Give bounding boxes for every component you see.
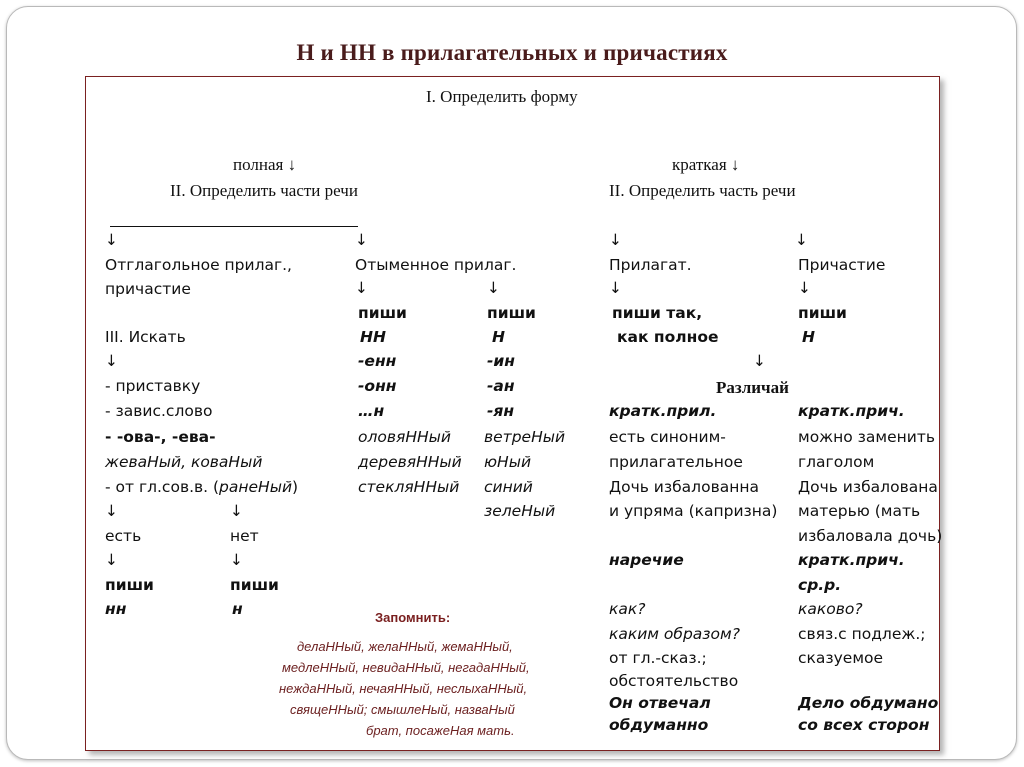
write-label: пиши [105, 576, 154, 594]
step3-heading: III. Искать [105, 328, 186, 346]
nn-result: НН [360, 328, 386, 346]
denominal-adj-label: Отыменное прилаг. [355, 256, 517, 274]
remember-line: медлеННый, невидаННый, негадаННый, [282, 660, 530, 675]
yes-label: есть [105, 527, 142, 545]
ova-suffix-rule: - -ова-, -ева- [105, 428, 216, 446]
close-paren: ) [292, 478, 299, 496]
arrow-down-icon: ↓ [798, 279, 811, 297]
example-yunyi: юНый [484, 453, 532, 471]
question-how-is: каково? [798, 600, 863, 618]
example-zhevanyi: жеваНый, коваНый [105, 453, 263, 471]
example-steklyannyi: стекляННый [358, 478, 460, 496]
step2-left-heading: II. Определить части речи [170, 181, 358, 200]
example-part-sentence: матерью (мать [798, 502, 921, 520]
perfective-verb-text: - от гл.сов.в. ( [105, 478, 220, 496]
as-full-label: как полное [617, 328, 719, 346]
step2-right-heading: II. Определить часть речи [609, 181, 796, 200]
slide-title: Н и НН в прилагательных и причастиях [296, 40, 728, 65]
branch-line [110, 226, 358, 227]
example-part-sentence: избаловала дочь) [798, 527, 943, 545]
adverb-heading: наречие [609, 551, 684, 569]
example-adj-sentence: и упряма (капризна) [609, 502, 778, 520]
remember-line: брат, посажеНая мать. [366, 723, 515, 738]
arrow-down-icon: ↓ [105, 551, 118, 569]
example-participle-sentence: со всех сторон [798, 716, 930, 734]
replace-text: можно заменить [798, 428, 936, 446]
remember-line: делаННый, желаННый, жемаННый, [297, 639, 513, 654]
arrow-down-icon: ↓ [105, 502, 118, 520]
suffix-yan: -ян [487, 402, 515, 420]
nn-lower-result: нн [105, 600, 127, 618]
participle-label: причастие [105, 280, 191, 298]
arrow-down-icon: ↓ [355, 279, 368, 297]
remember-line: свящеННый; смышлеНый, назваНый [290, 702, 515, 717]
write-label: пиши [230, 576, 279, 594]
link-subject-text: связ.с подлеж.; [798, 625, 926, 643]
short-participle-neuter-heading: ср.р. [798, 576, 842, 594]
short-adj-heading: кратк.прил. [609, 402, 717, 420]
distinguish-heading: Различай [716, 378, 789, 397]
verbal-adj-label: Отглагольное прилаг., [105, 256, 292, 274]
arrow-down-icon: ↓ [230, 551, 243, 569]
suffix-n: …н [358, 402, 385, 420]
synonym-text: есть синоним- [609, 428, 726, 446]
predicate-text: сказуемое [798, 649, 884, 667]
dependent-word-label: - завис.слово [105, 402, 213, 420]
perfective-verb-rule [105, 480, 298, 496]
arrow-down-icon: ↓ [609, 231, 622, 249]
short-participle-label: Причастие [798, 256, 886, 274]
write-label: пиши [798, 304, 847, 322]
from-verb-predicate: от гл.-сказ.; [609, 649, 707, 667]
example-zelenyi: зелеНый [484, 502, 556, 520]
arrow-down-icon: ↓ [753, 352, 766, 370]
prefix-label: - приставку [105, 377, 201, 395]
question-how: как? [609, 600, 646, 618]
step1-heading: I. Определить форму [426, 87, 578, 106]
n-result: Н [802, 328, 815, 346]
adverbial-text: обстоятельство [609, 672, 739, 690]
example-part-sentence: Дочь избалована [798, 478, 938, 496]
arrow-down-icon: ↓ [105, 352, 118, 370]
replace-text: глаголом [798, 453, 875, 471]
example-participle-sentence: Дело обдумано [798, 694, 939, 712]
arrow-down-icon: ↓ [230, 502, 243, 520]
arrow-down-icon: ↓ [609, 279, 622, 297]
remember-heading: Запомнить: [375, 610, 451, 625]
suffix-onn: -онн [358, 377, 397, 395]
example-ranenyi: ранеНый [219, 478, 293, 496]
suffix-enn: -енн [358, 352, 397, 370]
suffix-in: -ин [487, 352, 516, 370]
suffix-an: -ан [487, 377, 515, 395]
write-as-label: пиши так, [612, 304, 703, 322]
short-participle-heading: кратк.прич. [798, 402, 905, 420]
arrow-down-icon: ↓ [355, 231, 368, 249]
n-result: Н [492, 328, 505, 346]
n-lower-result: н [232, 600, 243, 618]
remember-line: неждаННый, нечаяННый, неслыхаННый, [279, 681, 528, 696]
example-derevyannyi: деревяННый [358, 453, 462, 471]
example-sinii: синий [484, 478, 533, 496]
example-adverb-sentence: обдуманно [609, 716, 709, 734]
synonym-text: прилагательное [609, 453, 743, 471]
short-adj-label: Прилагат. [609, 256, 692, 274]
question-in-what-way: каким образом? [609, 625, 740, 643]
short-participle-neuter-heading: кратк.прич. [798, 551, 905, 569]
write-label: пиши [358, 304, 407, 322]
example-olovyannyi: оловяННый [358, 428, 451, 446]
write-label: пиши [487, 304, 536, 322]
full-form-label: полная ↓ [233, 155, 297, 174]
arrow-down-icon: ↓ [105, 231, 118, 249]
short-form-label: краткая ↓ [672, 155, 740, 174]
arrow-down-icon: ↓ [795, 231, 808, 249]
example-adverb-sentence: Он отвечал [609, 694, 711, 712]
no-label: нет [230, 527, 259, 545]
example-adj-sentence: Дочь избалованна [609, 478, 759, 496]
example-vetrenyi: ветреНый [484, 428, 566, 446]
arrow-down-icon: ↓ [487, 279, 500, 297]
